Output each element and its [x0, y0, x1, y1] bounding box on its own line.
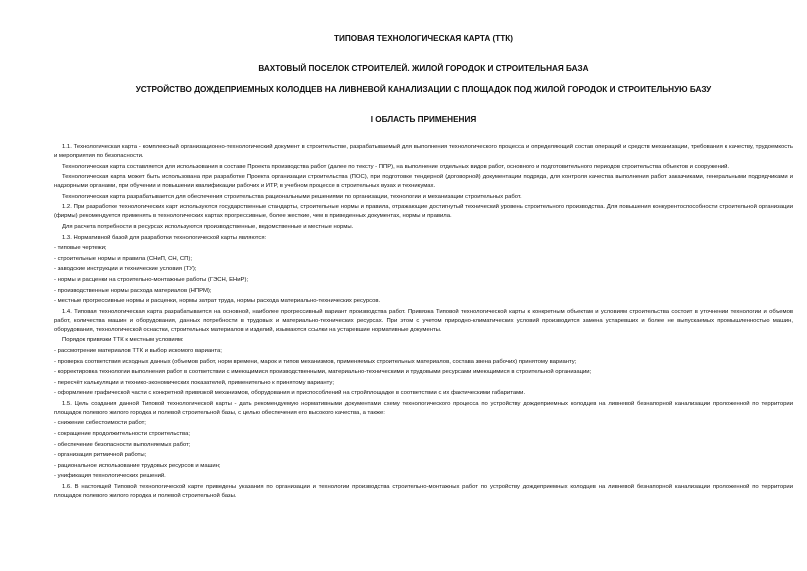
list-item: - организация ритмичной работы; [54, 452, 147, 459]
list-item: - снижение себестоимости работ; [54, 420, 146, 427]
list-item: - обеспечение безопасности выполняемых работ; [54, 441, 191, 448]
paragraph-1-3: 1.3. Нормативной базой для разработки технологической карты являются: [62, 234, 267, 241]
list-item: - заводские инструкции и технические условия (ТУ); [54, 266, 197, 273]
list-item: - местные прогрессивные нормы и расценки, нормы затрат труда, нормы расхода материально-технических ресурсов. [54, 298, 381, 305]
paragraph-ppr: Технологическая карта составляется для использования в составе Проекта производства работ (далее по тексту - ППР), на выполнение отдельных видов работ, основного и подготовительного периодов строительства объектов и сооружений. [62, 163, 730, 170]
list-item: - нормы и расценки на строительно-монтажные работы (ГЭСН, ЕНиР); [54, 276, 249, 283]
paragraph-1-2: 1.2. При разработке технологических карт используются государственные стандарты, строительные нормы и правила, отражающие достигнутый технический уровень строительного производства. Для повышения конкурентоспособности строительной организации (фирмы) рекомендуется применять в технологических картах прогрессивные, более жесткие, чем в приведенных документах, нормы и правила. [54, 204, 793, 220]
paragraph-purpose: Технологическая карта разрабатывается для обеспечения строительства рациональными решениями по организации, технологии и механизации строительных работ. [62, 193, 522, 200]
paragraph-1-6: 1.6. В настоящей Типовой технологической карте приведены указания по организации и технологии производства строительно-монтажных работ по устройству дождеприемных колодцев на ливневой безнапорной канализации проложенной по территории площадок полевого жилого городка и полевой строительной базы. [54, 484, 793, 500]
list-item: - производственные нормы расхода материалов (НПРМ); [54, 287, 212, 294]
list-item: - рациональное использование трудовых ресурсов и машин; [54, 462, 221, 469]
document-subject: УСТРОЙСТВО ДОЖДЕПРИЕМНЫХ КОЛОДЦЕВ НА ЛИВНЕВОЙ КАНАЛИЗАЦИИ С ПЛОЩАДОК ПОД ЖИЛОЙ ГОРОДОК И СТРОИТЕЛЬНУЮ БАЗУ [135, 85, 712, 94]
document-subtitle: ВАХТОВЫЙ ПОСЕЛОК СТРОИТЕЛЕЙ. ЖИЛОЙ ГОРОДОК И СТРОИТЕЛЬНАЯ БАЗА [258, 64, 589, 73]
list-item: - сокращение продолжительности строительства; [54, 431, 191, 438]
list-item: - строительные нормы и правила (СНиП, СН, СП); [54, 255, 193, 262]
document-title: ТИПОВАЯ ТЕХНОЛОГИЧЕСКАЯ КАРТА (ТТК) [334, 34, 513, 43]
list-item: - рассмотрение материалов ТТК и выбор искомого варианта; [54, 347, 222, 354]
list-item: - оформление графической части с конкретной привязкой механизмов, оборудования и приспособлений на стройплощадке в соответствии с их фактическими габаритами. [54, 390, 526, 397]
list-item: - корректировка технологии выполнения работ в соответствии с имеющимися производственными, материально-техническими и трудовыми ресурсами имеющимися в строительной организации; [54, 369, 592, 376]
list-item: - типовые чертежи; [54, 245, 107, 252]
list-item: - проверка соответствия исходных данных (объемов работ, норм времени, марок и типов механизмов, применяемых строительных материалов, состава звена рабочих) принятому варианту; [54, 358, 577, 365]
paragraph-1-5: 1.5. Цель создания данной Типовой технологической карты - дать рекомендуемую нормативными документами схему технологического процесса по устройству дождеприемных колодцев на ливневой безнапорной канализации проложенной по территории площадок полевого жилого городка и полевой строительной базы, с целью обеспечения его высокого качества, а также: [54, 400, 793, 416]
paragraph-1-1: 1.1. Технологическая карта - комплексный организационно-технологический документ в строительстве, разрабатываемый для выполнения технологического процесса и определяющий состав операций и средств механизации, требования к качеству, трудоемкость и мероприятия по безопасности. [54, 144, 793, 159]
paragraph-1-4: 1.4. Типовая технологическая карта разрабатывается на основной, наиболее прогрессивный вариант производства работ. Привязка Типовой технологической карты к конкретным объектам и условиям строительства состоит в уточнении технологии и объемов работ, количества машин и оборудования, данных потребности в трудовых и материально-технических ресурсах. При этом с учетом природно-климатических условий производится замена устаревших и более не выпускаемых промышленностью машин, оборудования, технологической оснастки, строительных материалов и изделий, изымаются ссылки на устаревшие нормативные документы. [54, 308, 793, 333]
paragraph-resources: Для расчета потребности в ресурсах используются производственные, ведомственные и местные нормы. [62, 223, 354, 230]
paragraph-binding-order: Порядок привязки ТТК к местным условиям: [62, 337, 184, 344]
list-item: - пересчёт калькуляции и технико-экономических показателей, применительно к принятому варианту; [54, 379, 334, 386]
section-title: I ОБЛАСТЬ ПРИМЕНЕНИЯ [370, 115, 477, 124]
paragraph-pos: Технологическая карта может быть использована при разработке Проекта организации строительства (ПОС), при подготовке тендерной (договорной) документации подряда, для контроля качества выполнения работ заказчиками, генеральными подрядчиками и надзорными органами, при обучении и повышении квалификации рабочих и ИТР, в учебном процессе в строительных вузах и техникумах. [54, 174, 793, 190]
list-item: - унификация технологических решений. [54, 473, 166, 480]
